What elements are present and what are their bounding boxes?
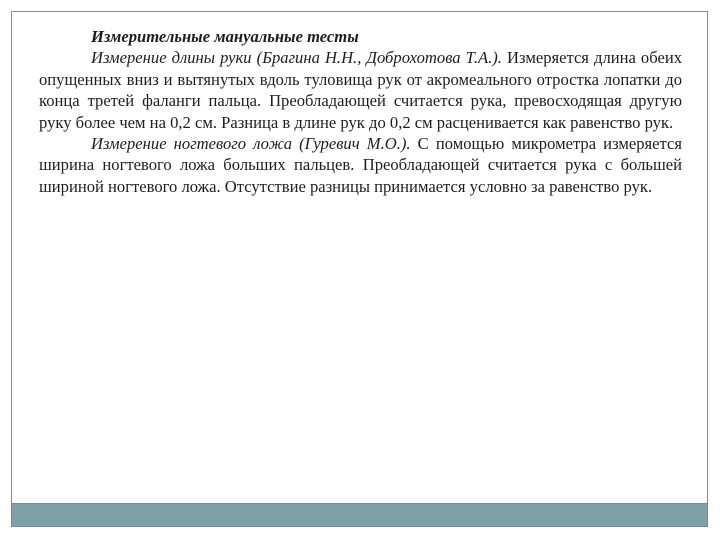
paragraph-arm-length: [39, 47, 682, 133]
document-body: [39, 26, 682, 197]
paragraph-arm-length-lead: Измерение длины руки (Брагина Н.Н., Доброхотова Т.А.).: [91, 48, 502, 68]
slide-footer-bar: [11, 503, 708, 527]
paragraph-nail-bed-lead: Измерение ногтевого ложа (Гуревич М.О.).: [91, 134, 411, 154]
paragraph-arm-length-body: Измеряется длина обеих опущенных вниз и вытянутых вдоль туловища рук от акромеального отростка лопатки до конца третей фаланги пальца. Преобладающей считается рука, превосходящая другую руку более чем на 0,2 см. Разница в длине рук до 0,2 см расценивается как равенство рук.: [39, 48, 682, 132]
paragraph-nail-bed-body: С помощью микрометра измеряется ширина ногтевого ложа больших пальцев. Преобладающей считается рука с большей шириной ногтевого ложа. Отсутствие разницы принимается условно за равенство рук.: [39, 134, 682, 196]
document-title: Измерительные мануальные тесты: [91, 27, 359, 46]
paragraph-nail-bed: [39, 133, 682, 197]
slide-frame: [11, 11, 708, 527]
